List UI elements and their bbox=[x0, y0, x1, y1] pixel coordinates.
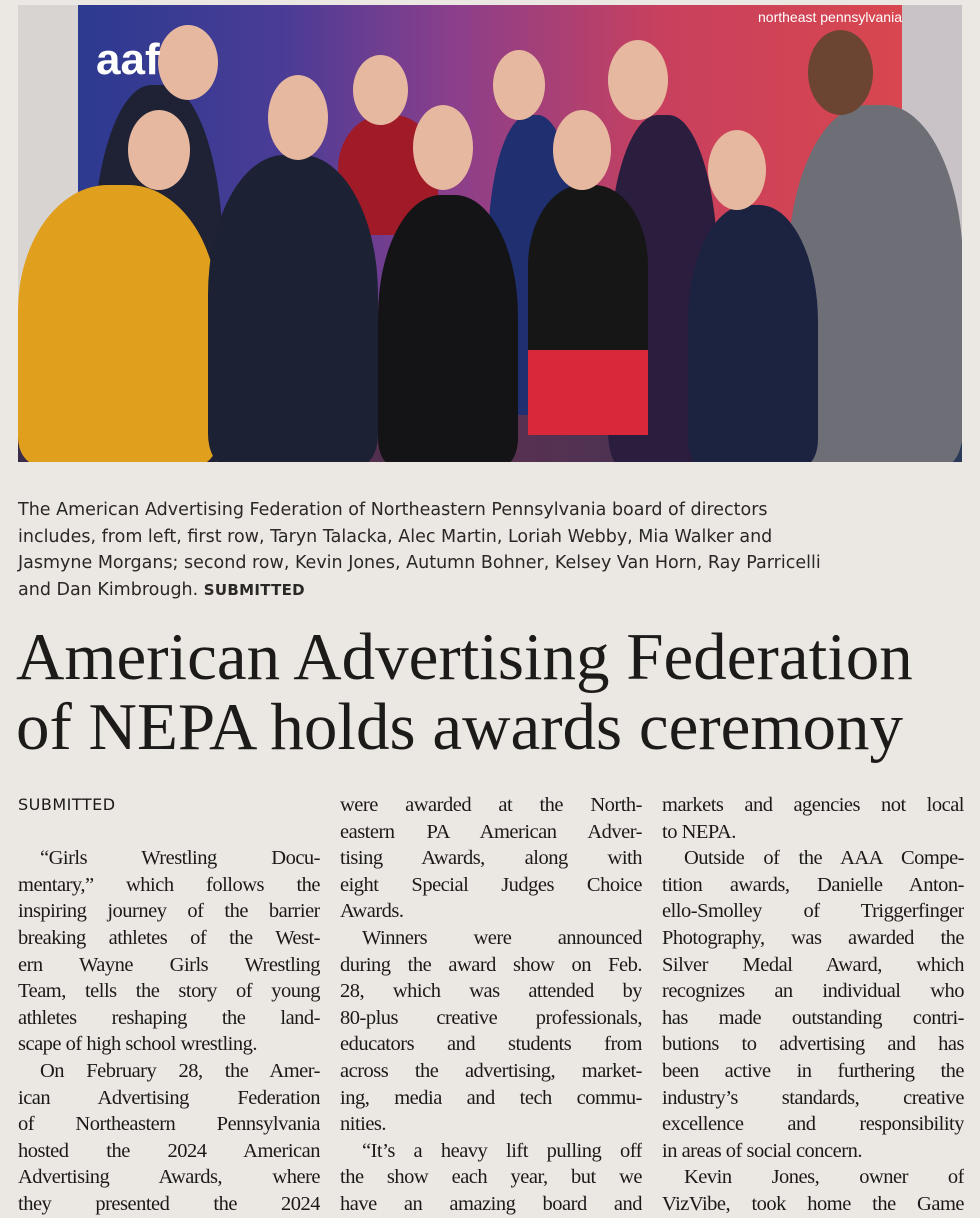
person bbox=[528, 185, 648, 365]
article-line: recognizes an individual who bbox=[662, 980, 964, 1003]
banner-logo: aaf bbox=[96, 35, 160, 84]
headline-line: of NEPA holds awards ceremony bbox=[16, 690, 903, 764]
person-head bbox=[553, 110, 611, 190]
article-line: in areas of social concern. bbox=[662, 1139, 862, 1162]
byline: SUBMITTED bbox=[18, 795, 116, 814]
article-line: eight Special Judges Choice bbox=[340, 873, 642, 896]
article-line: Outside of the AAA Compe- bbox=[684, 847, 964, 870]
person bbox=[378, 195, 518, 462]
article-line: inspiring journey of the barrier bbox=[18, 900, 320, 923]
person-head bbox=[708, 130, 766, 210]
headline bbox=[16, 622, 913, 762]
article-line: ing, media and tech commu- bbox=[340, 1086, 642, 1109]
person-head bbox=[128, 110, 190, 190]
caption-line: The American Advertising Federation of Northeastern Pennsylvania board of directors bbox=[18, 500, 768, 520]
article-line: Awards. bbox=[340, 900, 404, 923]
article-line: industry’s standards, creative bbox=[662, 1086, 964, 1109]
article-line: markets and agencies not local bbox=[662, 794, 964, 816]
article-line: 28, which was attended by bbox=[340, 980, 642, 1003]
caption-text: and Dan Kimbrough. bbox=[18, 579, 199, 600]
article-line: ern Wayne Girls Wrestling bbox=[18, 953, 320, 976]
article-line: “It’s a heavy lift pulling off bbox=[362, 1139, 642, 1162]
person-head bbox=[493, 50, 545, 120]
photo-credit: SUBMITTED bbox=[203, 580, 305, 599]
article-line: the show each year, but we bbox=[340, 1166, 642, 1189]
article-line: were awarded at the North- bbox=[340, 794, 642, 816]
article-line: they presented the 2024 bbox=[18, 1192, 320, 1215]
article-line bbox=[18, 819, 320, 846]
person-head bbox=[158, 25, 218, 100]
article-line: nities. bbox=[340, 1113, 387, 1136]
board-photo bbox=[18, 5, 962, 462]
article-line: excellence and responsibility bbox=[662, 1113, 964, 1136]
article-column-3 bbox=[662, 792, 964, 1218]
article-line: Team, tells the story of young bbox=[18, 980, 320, 1003]
article-line: 80-plus creative professionals, bbox=[340, 1006, 642, 1029]
article-line: have an amazing board and bbox=[340, 1192, 642, 1215]
person bbox=[688, 205, 818, 462]
article-line: hosted the 2024 American bbox=[18, 1139, 320, 1162]
banner-text: northeast pennsylvania bbox=[758, 9, 902, 25]
red-skirt bbox=[528, 350, 648, 435]
article-line: On February 28, the Amer- bbox=[40, 1059, 320, 1082]
caption-line: Jasmyne Morgans; second row, Kevin Jones, Autumn Bohner, Kelsey Van Horn, Ray Parricelli bbox=[18, 553, 821, 574]
article-line: has made outstanding contri- bbox=[662, 1006, 964, 1029]
article-line: scape of high school wrestling. bbox=[18, 1033, 257, 1056]
article-line: ello-Smolley of Triggerfinger bbox=[662, 900, 964, 923]
article-line: tising Awards, along with bbox=[340, 847, 642, 870]
caption-line: includes, from left, first row, Taryn Talacka, Alec Martin, Loriah Webby, Mia Walker and bbox=[18, 526, 773, 547]
person-head bbox=[353, 55, 408, 125]
article-line: Kevin Jones, owner of bbox=[684, 1166, 964, 1189]
person-head bbox=[413, 105, 473, 190]
article-line: Silver Medal Award, which bbox=[662, 953, 964, 976]
article-line: ican Advertising Federation bbox=[18, 1086, 320, 1109]
article-column-1 bbox=[18, 792, 320, 1218]
article-line: athletes reshaping the land- bbox=[18, 1006, 320, 1029]
article-line: of Northeastern Pennsylvania bbox=[18, 1113, 320, 1136]
article-line: to NEPA. bbox=[662, 820, 736, 843]
article-line: VizVibe, took home the Game bbox=[662, 1192, 964, 1215]
article-line: butions to advertising and has bbox=[662, 1033, 964, 1056]
article-line: Advertising Awards, where bbox=[18, 1166, 320, 1189]
article-line: Photography, was awarded the bbox=[662, 926, 964, 949]
article-line: mentary,” which follows the bbox=[18, 873, 320, 896]
caption-line-last bbox=[18, 577, 968, 604]
article-line: been active in furthering the bbox=[662, 1059, 964, 1082]
person-head bbox=[268, 75, 328, 160]
headline-line: American Advertising Federation bbox=[16, 620, 913, 694]
photo-caption bbox=[18, 497, 968, 603]
person-head bbox=[808, 30, 873, 115]
person bbox=[208, 155, 378, 462]
article-column-2 bbox=[340, 792, 642, 1218]
article-line: during the award show on Feb. bbox=[340, 953, 642, 976]
person bbox=[18, 185, 218, 462]
person-head bbox=[608, 40, 668, 120]
article-line: Winners were announced bbox=[362, 926, 642, 949]
article-line: eastern PA American Adver- bbox=[340, 820, 642, 843]
article-line: “Girls Wrestling Docu- bbox=[40, 847, 320, 870]
article-line: educators and students from bbox=[340, 1033, 642, 1056]
article-line: tition awards, Danielle Anton- bbox=[662, 873, 964, 896]
article-line: breaking athletes of the West- bbox=[18, 926, 320, 949]
article-line: across the advertising, market- bbox=[340, 1059, 642, 1082]
